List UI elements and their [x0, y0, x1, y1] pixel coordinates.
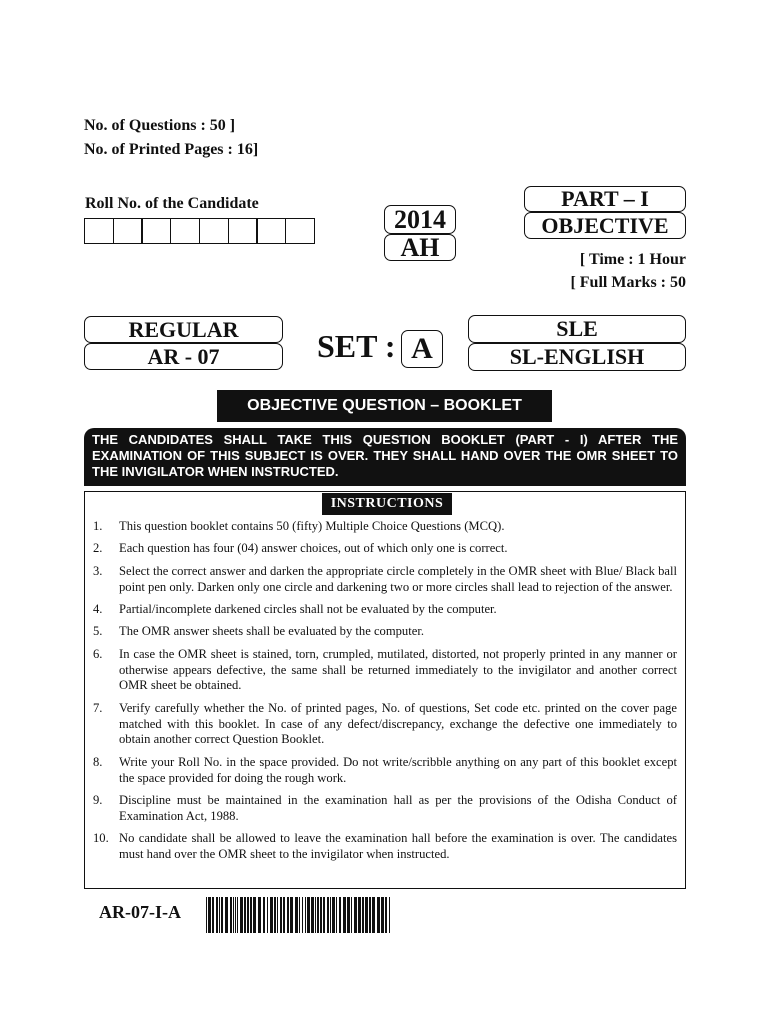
instruction-item [93, 755, 677, 787]
instruction-number: 7. [93, 700, 103, 715]
roll-number-label: Roll No. of the Candidate [85, 195, 259, 212]
instruction-text: This question booklet contains 50 (fifty) Multiple Choice Questions (MCQ). [119, 519, 505, 533]
instruction-number: 10. [93, 831, 109, 846]
instruction-text: No candidate shall be allowed to leave the examination hall before the examination is over. The candidates must hand over the OMR sheet to the invigilator when instructed. [119, 831, 677, 861]
instruction-item [93, 831, 677, 863]
instruction-number: 3. [93, 563, 103, 578]
instruction-item [93, 564, 677, 596]
instruction-text: Partial/incomplete darkened circles shall not be evaluated by the computer. [119, 601, 497, 616]
stream-code-box: AR - 07 [84, 343, 283, 370]
set-label: SET : [317, 328, 396, 364]
instruction-text: Select the correct answer and darken the appropriate circle completely in the OMR sheet with Blue/ Black ball point pen only. Darken only one circle and darkening two or more circles shall lead to rejection of the answer. [119, 563, 677, 594]
exam-code-box: AH [384, 234, 456, 261]
full-marks-label: [ Full Marks : 50 [570, 274, 686, 291]
candidate-notice: THE CANDIDATES SHALL TAKE THIS QUESTION BOOKLET (PART - I) AFTER THE EXAMINATION OF THIS SUBJECT IS OVER. THEY SHALL HAND OVER THE OMR SHEET TO THE INVIGILATOR WHEN INSTRUCTED. [84, 428, 686, 486]
printed-pages-count: No. of Printed Pages : 16] [84, 141, 259, 158]
questions-count: No. of Questions : 50 ] [84, 117, 236, 134]
instruction-number: 5. [93, 624, 103, 639]
instruction-number: 1. [93, 519, 103, 533]
booklet-title: OBJECTIVE QUESTION – BOOKLET [217, 390, 552, 422]
roll-digit-box[interactable] [141, 218, 171, 244]
instruction-item [93, 541, 677, 557]
booklet-code: AR-07-I-A [99, 902, 181, 922]
roll-digit-box[interactable] [170, 218, 200, 244]
instruction-text: Write your Roll No. in the space provided. Do not write/scribble anything on any part of this booklet except the space provided for doing the rough work. [119, 754, 677, 785]
year-box: 2014 [384, 205, 456, 234]
instructions-list [93, 519, 677, 869]
objective-box: OBJECTIVE [524, 212, 686, 239]
subject-code-box: SLE [468, 315, 686, 343]
instruction-item [93, 647, 677, 694]
instruction-number: 9. [93, 792, 103, 807]
instruction-number: 2. [93, 541, 103, 556]
instruction-number: 6. [93, 646, 103, 661]
instruction-item [93, 519, 677, 535]
instruction-item [93, 701, 677, 748]
instruction-text: Verify carefully whether the No. of printed pages, No. of questions, Set code etc. printed on the cover page matched with this booklet. In case of any defect/discrepancy, exchange the defective one immediately to obtain another correct Question Booklet. [119, 700, 677, 747]
set-value-box: A [401, 330, 443, 368]
instruction-item [93, 624, 677, 640]
roll-digit-box[interactable] [285, 218, 315, 244]
instruction-item [93, 602, 677, 618]
roll-digit-box[interactable] [113, 218, 143, 244]
roll-number-boxes[interactable] [84, 218, 315, 244]
subject-name-box: SL-ENGLISH [468, 343, 686, 371]
barcode-icon [206, 897, 392, 933]
instruction-item [93, 793, 677, 825]
instruction-text: Each question has four (04) answer choices, out of which only one is correct. [119, 541, 508, 556]
instruction-text: Discipline must be maintained in the examination hall as per the provisions of the Odisha Conduct of Examination Act, 1988. [119, 792, 677, 823]
roll-digit-box[interactable] [84, 218, 114, 244]
roll-digit-box[interactable] [256, 218, 286, 244]
part-box: PART – I [524, 186, 686, 212]
time-label: [ Time : 1 Hour [579, 251, 686, 268]
instructions-panel [84, 491, 686, 889]
instruction-text: The OMR answer sheets shall be evaluated by the computer. [119, 624, 424, 639]
roll-digit-box[interactable] [228, 218, 258, 244]
instruction-number: 4. [93, 601, 103, 616]
roll-digit-box[interactable] [199, 218, 229, 244]
instruction-text: In case the OMR sheet is stained, torn, crumpled, mutilated, distorted, not properly printed in any manner or otherwise appears defective, the same shall be returned immediately to the invigilator and another correct OMR sheet be obtained. [119, 646, 677, 693]
category-box: REGULAR [84, 316, 283, 343]
instruction-number: 8. [93, 754, 103, 769]
instructions-heading: INSTRUCTIONS [322, 493, 452, 515]
